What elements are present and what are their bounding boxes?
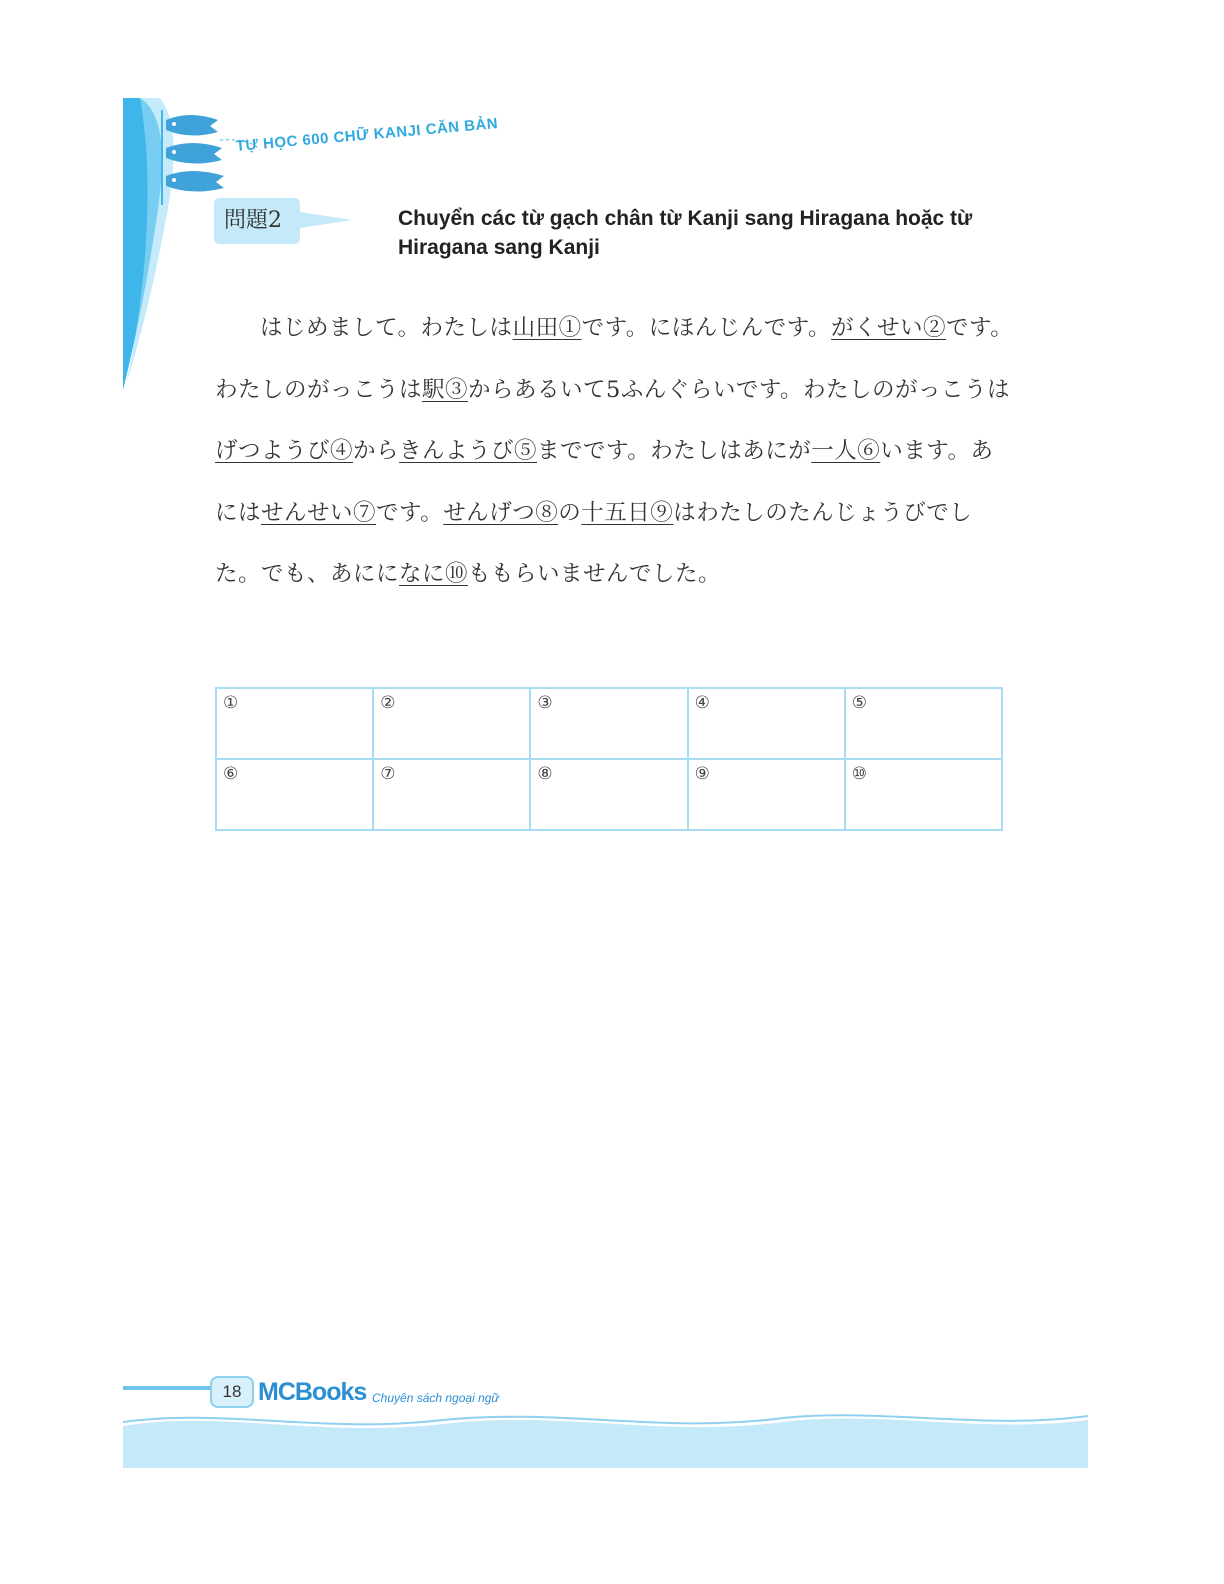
answer-table: [215, 687, 1003, 831]
answer-cell[interactable]: ⑧: [530, 759, 687, 830]
underlined-term: せんげつ⑧: [443, 499, 559, 526]
answer-cell[interactable]: ⑤: [845, 688, 1002, 759]
brand-tagline: Chuyên sách ngoại ngữ: [372, 1391, 500, 1405]
footer-wave-decoration: [123, 1408, 1088, 1468]
series-title: TỰ HỌC 600 CHỮ KANJI CĂN BẢN: [235, 115, 499, 155]
answer-cell[interactable]: ②: [373, 688, 530, 759]
answer-cell[interactable]: ③: [530, 688, 687, 759]
table-row: [216, 759, 1002, 830]
brand-logo: MCBooks: [258, 1378, 367, 1406]
answer-cell[interactable]: ⑥: [216, 759, 373, 830]
passage-text: までです。わたしはあにが: [537, 438, 812, 464]
passage-text: です。: [376, 499, 444, 526]
underlined-term: がくせい②: [830, 315, 946, 341]
underlined-term: せんせい⑦: [261, 499, 377, 526]
page-number: 18: [210, 1376, 254, 1408]
passage-text: ももらいませんでした。: [468, 561, 722, 587]
underlined-term: 一人⑥: [811, 438, 881, 464]
answer-cell[interactable]: ①: [216, 688, 373, 759]
problem-label: 問題2: [224, 208, 282, 233]
passage-text: います。あには: [215, 438, 994, 526]
passage-text: から: [353, 438, 400, 464]
passage-paragraph: [215, 298, 1015, 606]
passage-text: です。わたしのがっこうは: [215, 315, 1014, 403]
answer-cell[interactable]: ⑩: [845, 759, 1002, 830]
underlined-term: 十五日⑨: [581, 499, 674, 526]
passage-text: はわたしのたんじょうびでした。でも、あにに: [215, 499, 973, 587]
underlined-term: げつようび④: [215, 438, 354, 464]
reading-passage: [215, 298, 1015, 606]
underlined-term: 駅③: [422, 376, 469, 403]
answer-cell[interactable]: ④: [688, 688, 845, 759]
answer-cell[interactable]: ⑨: [688, 759, 845, 830]
passage-text: です。にほんじんです。: [581, 315, 831, 341]
table-row: [216, 688, 1002, 759]
passage-text: からあるいて5ふんぐらいです。わたしのがっこうは: [468, 376, 1011, 403]
underlined-term: なに⑩: [399, 561, 469, 587]
passage-text: はじめまして。わたしは: [260, 315, 513, 341]
underlined-term: 山田①: [512, 315, 582, 341]
answer-cell[interactable]: ⑦: [373, 759, 530, 830]
footer-line: [123, 1386, 213, 1390]
passage-text: の: [558, 499, 582, 526]
underlined-term: きんようび⑤: [399, 438, 538, 464]
instruction-text: Chuyển các từ gạch chân từ Kanji sang Hiragana hoặc từ Hiragana sang Kanji: [398, 207, 973, 259]
koinobori-fish-icon: [160, 110, 260, 205]
